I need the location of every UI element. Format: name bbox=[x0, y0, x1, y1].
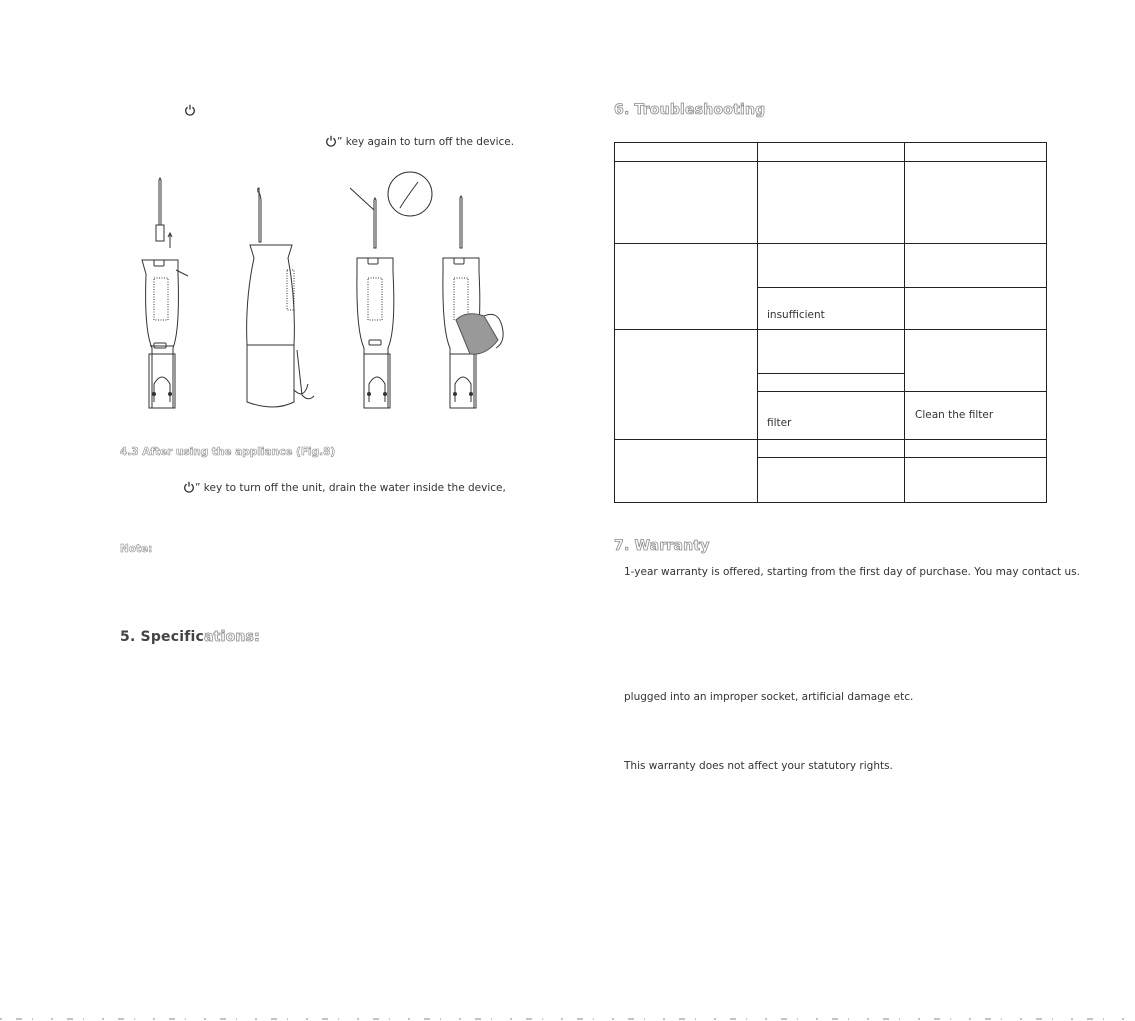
flosser-unit-3 bbox=[350, 172, 432, 408]
after-use-instruction bbox=[183, 481, 506, 494]
power-icon bbox=[183, 481, 195, 493]
table-cell-cause: insufficient bbox=[767, 309, 825, 321]
flosser-unit-1 bbox=[142, 178, 188, 408]
note-label: Note: bbox=[120, 543, 153, 555]
warranty-heading: 7. Warranty bbox=[614, 538, 710, 554]
page-edge-marks bbox=[0, 1017, 1135, 1021]
specifications-heading-part-b: ations: bbox=[204, 629, 260, 645]
troubleshooting-table bbox=[614, 142, 1047, 503]
power-off-text: ” key again to turn off the device. bbox=[337, 136, 515, 148]
warranty-text: 1-year warranty is offered, starting from the first day of purchase. You may contact us. bbox=[624, 566, 1080, 578]
power-off-instruction bbox=[325, 135, 514, 148]
flosser-unit-2 bbox=[247, 188, 314, 407]
warranty-text: This warranty does not affect your statutory rights. bbox=[624, 760, 893, 772]
specifications-heading-part-a: 5. Specific bbox=[120, 629, 205, 645]
table-cell-solution: Clean the filter bbox=[915, 409, 994, 421]
flosser-unit-4 bbox=[443, 196, 503, 408]
troubleshooting-heading: 6. Troubleshooting bbox=[614, 102, 766, 118]
specifications-heading bbox=[120, 626, 260, 645]
power-icon bbox=[325, 135, 337, 147]
after-use-text: ” key to turn off the unit, drain the water inside the device, bbox=[195, 482, 506, 494]
power-icon bbox=[184, 101, 196, 113]
water-flosser-illustration bbox=[130, 170, 510, 415]
after-use-heading: 4.3 After using the appliance (Fig.8) bbox=[120, 446, 336, 458]
table-cell-cause: filter bbox=[767, 417, 792, 429]
warranty-text: plugged into an improper socket, artificial damage etc. bbox=[624, 691, 914, 703]
